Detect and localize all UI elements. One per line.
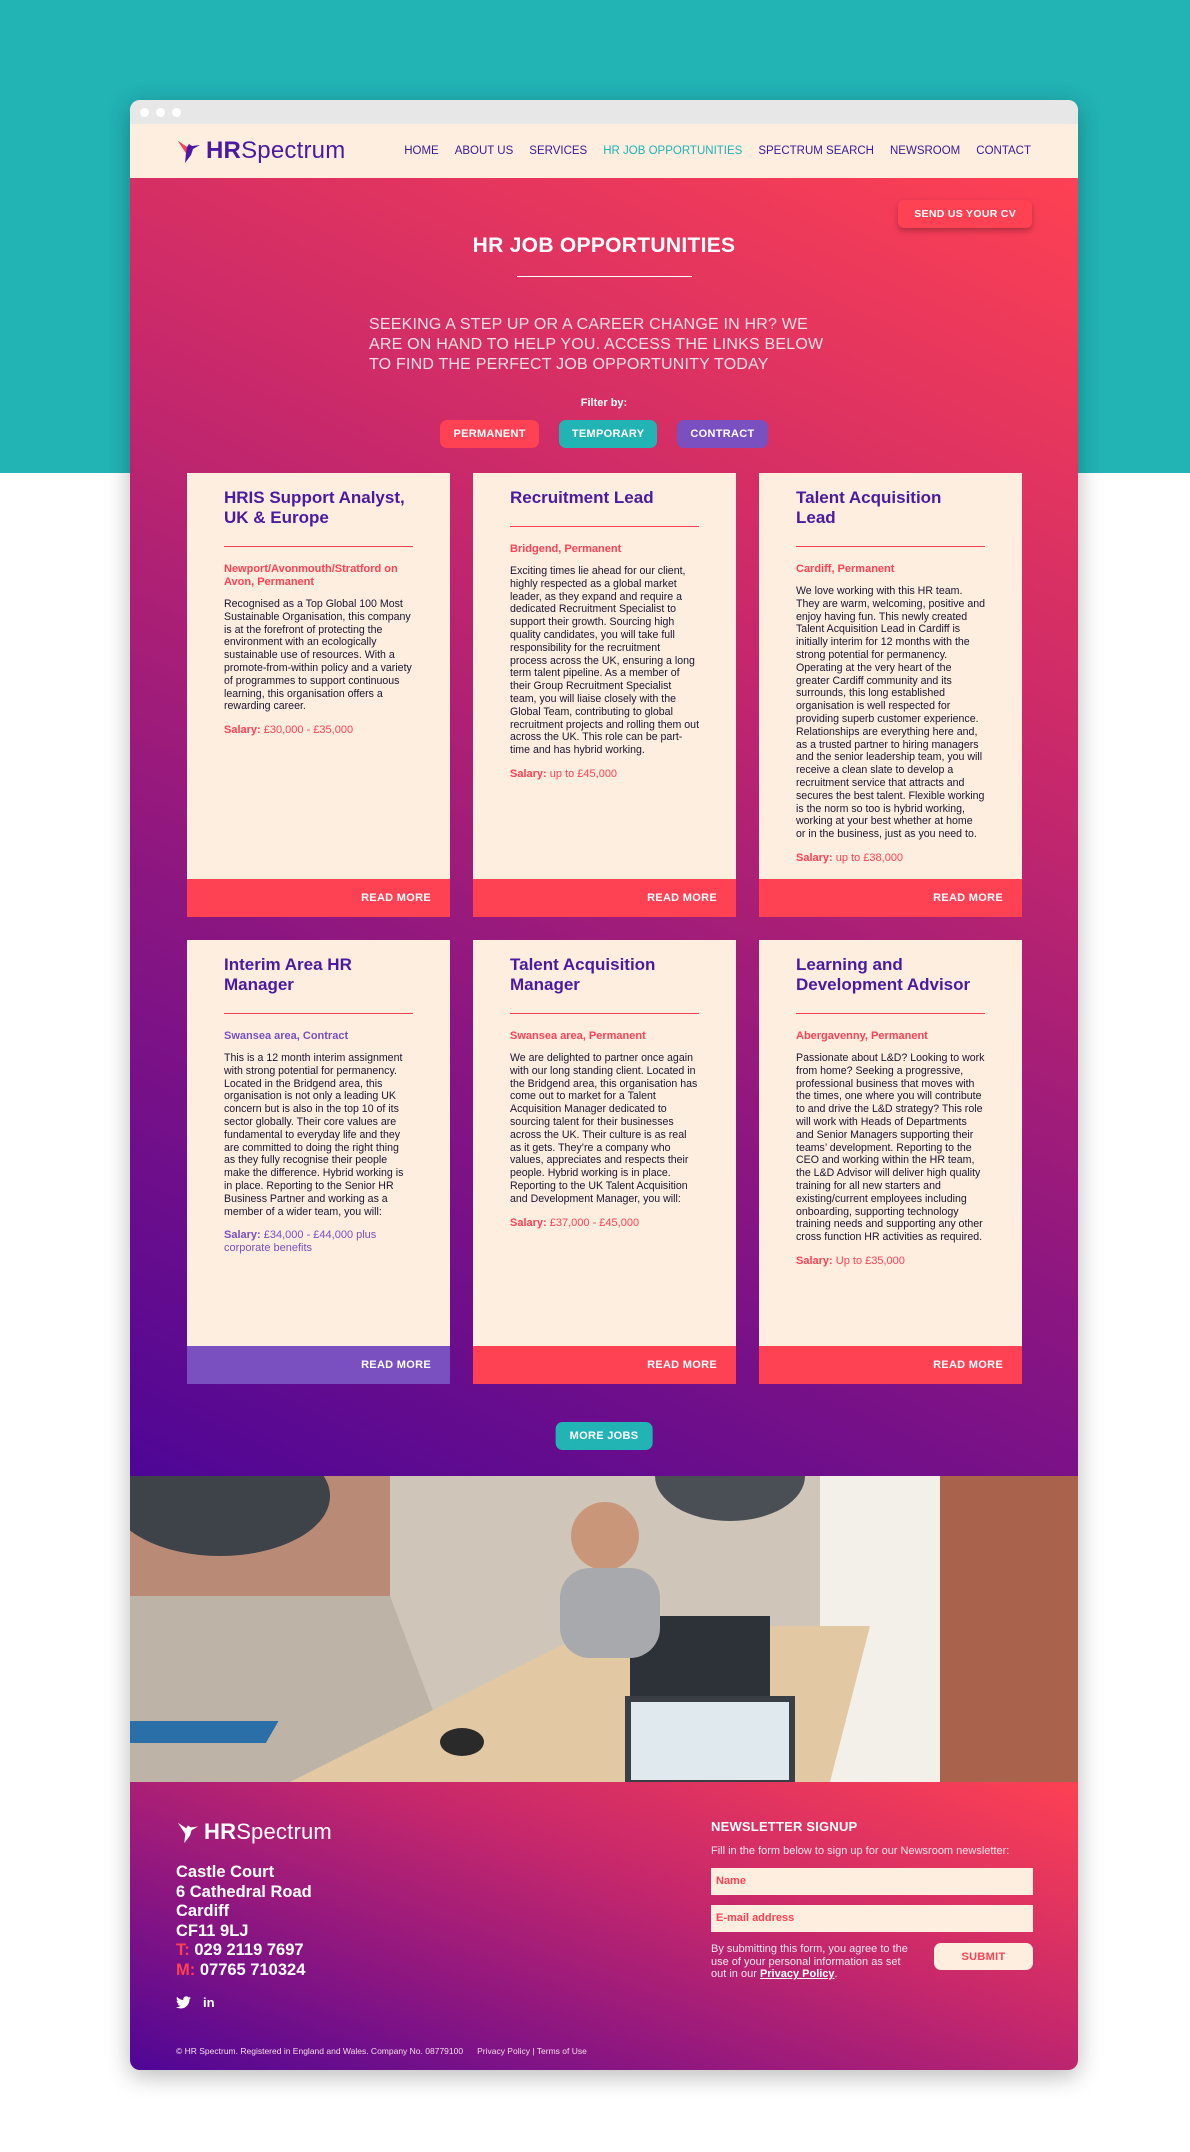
newsletter-form [711,1819,1033,1981]
job-title[interactable]: Talent Acquisition Manager [510,955,656,994]
job-title[interactable]: Learning and Development Advisor [796,955,971,994]
job-location: Swansea area, Permanent [510,1030,646,1042]
window-chrome [130,100,1078,124]
nav-contact[interactable]: CONTACT [976,145,1031,157]
newsletter-title: NEWSLETTER SIGNUP [711,1819,858,1834]
page-title: HR JOB OPPORTUNITIES [472,234,736,257]
job-location: Cardiff, Permanent [796,563,895,575]
address-line: 6 Cathedral Road [176,1882,312,1901]
address-line: CF11 9LJ [176,1921,249,1940]
mobile-line[interactable]: M: 07765 710324 [176,1960,306,1979]
nav-spectrum-search[interactable]: SPECTRUM SEARCH [758,145,874,157]
job-location: Abergavenny, Permanent [796,1030,928,1042]
hummingbird-icon [176,138,202,164]
site-header [130,124,1078,178]
twitter-icon[interactable] [176,1996,191,2009]
privacy-policy-link[interactable]: Privacy Policy [759,1968,835,1980]
card-divider [796,1013,985,1014]
more-jobs-button[interactable]: MORE JOBS [556,1422,653,1450]
footer-address [176,1863,312,1980]
job-location: Newport/Avonmouth/Stratford on Avon, Permanent [224,563,398,588]
job-salary: Salary: Up to £35,000 [796,1254,905,1267]
privacy-note: By submitting this form, you agree to the use of your personal information as set out in our Privacy Policy. [711,1943,908,1980]
browser-window [130,100,1078,2070]
filter-label: Filter by: [580,397,628,409]
window-dot [172,108,181,117]
title-divider [517,276,692,277]
job-description: We are delighted to partner once again with our long standing client. Located in the Bridgend area, this organisation has come out to market for a Talent Acquisition Manager dedicated to sourcing talent for their businesses across the UK. Their culture is as real as it gets. They’re a company who values, appreciates and respects their people. Hybrid working is in place. Reporting to the UK Talent Acquisition and Development Manager, you will: [510,1052,698,1205]
job-description: Passionate about L&D? Looking to work from home? Seeking a progressive, professional business that moves with the times, one where you will contribute to and drive the L&D strategy? This role will work with Heads of Departments and Senior Managers supporting their teams’ development. Reporting to the CEO and working within the HR team, the L&D Advisor will deliver high quality training for all new starters and existing/current employees including onboarding, supporting technology training needs and supporting any other cross function HR activities as required. [796,1052,985,1244]
nav-about-us[interactable]: ABOUT US [454,145,514,157]
job-salary: Salary: £37,000 - £45,000 [510,1216,640,1229]
nav-newsroom[interactable]: NEWSROOM [889,145,961,157]
newsletter-bottom [711,1943,1033,1981]
card-divider [224,546,413,547]
job-description: Exciting times lie ahead for our client, highly respected as a global market leader, as they expand and require a dedicated Recruitment Specialist to support their growth. Sourcing high quality candidates, you will take full responsibility for the recruitment process across the UK, ensuring a long term talent pipeline. As a member of their Group Recruitment Specialist team, you will liaise closely with the Global Team, contributing to global recruitment projects and rolling them out across the UK. This role can be part-time and has hybrid working. [510,565,700,757]
card-divider [224,1013,413,1014]
main-nav [404,145,1031,157]
read-more-bar[interactable] [759,1346,1022,1384]
job-card [473,940,736,1384]
logo-text: HRSpectrum [206,137,346,164]
filter-group [130,420,1078,448]
address-line: Castle Court [176,1863,275,1881]
social-links [176,1995,215,2010]
newsletter-text: Fill in the form below to sign up for our Newsroom newsletter: [711,1845,1010,1857]
nav-hr-job-opportunities[interactable]: HR JOB OPPORTUNITIES [603,145,743,157]
job-card [759,940,1022,1384]
read-more-button[interactable]: READ MORE [647,892,717,904]
job-description: Recognised as a Top Global 100 Most Sustainable Organisation, this company is at the forefront of protecting the environment with an ecologically sustainable use of resources. With a promote-from-within policy and a variety of programmes to support continuous learning, this organisation offers a rewarding career. [224,598,412,713]
read-more-bar[interactable] [759,879,1022,917]
read-more-bar[interactable] [473,879,736,917]
site-logo[interactable] [176,137,345,165]
job-card [187,940,450,1384]
filter-temporary-button[interactable]: TEMPORARY [559,420,658,448]
send-cv-button[interactable]: SEND US YOUR CV [898,200,1032,228]
job-description: This is a 12 month interim assignment with strong potential for permanency. Located in the Bridgend area, this organisation is not only a leading UK concern but is also in the top 10 of its sector globally. Their core values are fundamental to everyday life and they are committed to doing the right thing as they fully recognise their people make the difference. Hybrid working is in place. Reporting to the Senior HR Business Partner and working as a member of a wider team, you will: [224,1052,404,1218]
read-more-bar[interactable] [473,1346,736,1384]
footer-logo[interactable] [176,1819,332,1845]
job-title[interactable]: Interim Area HR Manager [224,955,352,994]
job-salary: Salary: £30,000 - £35,000 [224,724,354,737]
read-more-bar[interactable] [187,1346,450,1384]
hummingbird-icon [176,1820,200,1844]
job-title[interactable]: HRIS Support Analyst, UK & Europe [224,488,405,527]
job-card [187,473,450,917]
office-photo-illustration [130,1476,1078,1782]
office-photo [130,1476,1078,1782]
job-card [473,473,736,917]
card-divider [510,1013,699,1014]
filter-permanent-button[interactable]: PERMANENT [440,420,538,448]
address-line: Cardiff [176,1902,230,1920]
footer-logo-text: HRSpectrum [204,1819,332,1844]
phone-line[interactable]: T: 029 2119 7697 [176,1941,304,1959]
nav-home[interactable]: HOME [404,145,439,157]
jobs-section [130,178,1078,1476]
linkedin-icon[interactable]: in [203,1995,215,2010]
job-card [759,473,1022,917]
job-location: Swansea area, Contract [224,1030,349,1042]
email-field[interactable]: E-mail address [711,1905,1033,1932]
intro-text: SEEKING A STEP UP OR A CAREER CHANGE IN HR? WE ARE ON HAND TO HELP YOU. ACCESS THE LINKS BELOW TO FIND THE PERFECT JOB OPPORTUNITY TODAY [369,316,824,373]
card-divider [510,526,699,527]
job-salary: Salary: £34,000 - £44,000 plus corporate benefits [224,1229,377,1255]
window-dot [140,108,149,117]
read-more-button[interactable]: READ MORE [361,1359,431,1371]
read-more-button[interactable]: READ MORE [933,892,1003,904]
job-title[interactable]: Talent Acquisition Lead [796,488,942,527]
job-cards-grid [187,473,1023,1384]
job-location: Bridgend, Permanent [510,543,622,555]
card-divider [796,546,985,547]
submit-button[interactable]: SUBMIT [934,1943,1033,1970]
site-footer [130,1782,1078,2070]
filter-contract-button[interactable]: CONTRACT [677,420,767,448]
job-salary: Salary: up to £45,000 [510,767,618,780]
copyright-text: © HR Spectrum. Registered in England and Wales. Company No. 08779100 [176,2046,464,2056]
window-dot [156,108,165,117]
job-description: We love working with this HR team. They are warm, welcoming, positive and enjoy having fun. This newly created Talent Acquisition Lead in Cardiff is initially interim for 12 months with the strong potential for permanency. Operating at the very heart of the greater Cardiff community and its surrounds, this long established organisation is well respected for providing superb customer experience. Relationships are everything here and, as a trusted partner to hiring managers and the senior leadership team, you will receive a clean slate to develop a recruitment service that attracts and secures the best talent. Flexible working is the norm so too is hybrid working, working at your best whether at home or in the business, just as you need to. [796,585,986,841]
read-more-bar[interactable] [187,879,450,917]
read-more-button[interactable]: READ MORE [647,1359,717,1371]
legal-links[interactable]: Privacy Policy | Terms of Use [477,2046,587,2056]
read-more-button[interactable]: READ MORE [361,892,431,904]
name-field[interactable]: Name [711,1868,1033,1895]
nav-services[interactable]: SERVICES [529,145,588,157]
read-more-button[interactable]: READ MORE [933,1359,1003,1371]
job-title[interactable]: Recruitment Lead [510,488,654,507]
job-salary: Salary: up to £38,000 [796,851,904,864]
legal-line [176,2046,587,2056]
